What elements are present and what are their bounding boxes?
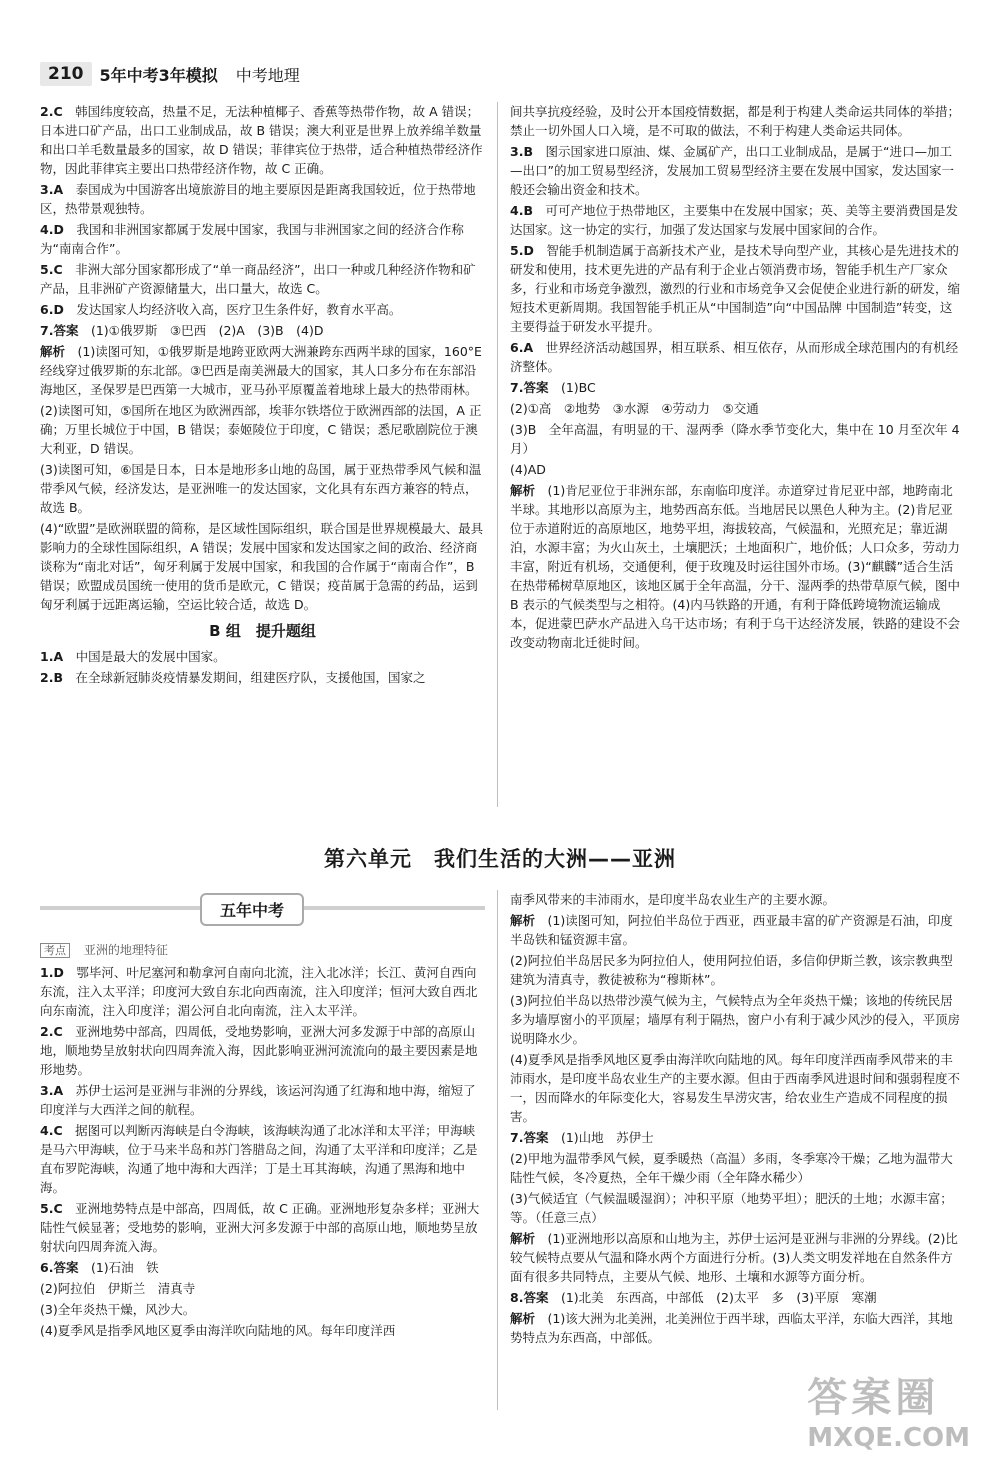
- page-number: 210: [40, 62, 92, 86]
- kaodian-line: [40, 941, 168, 958]
- question-number: 2.B: [40, 670, 63, 685]
- answer-text: 智能手机制造属于高新技术产业，是技术导向型产业，其核心是先进技术的研发和使用，技术更先进的产品有利于企业占领消费市场，智能手机生产厂家众多，行业和市场竞争激烈，激烈的行业和市场竞争又会促使企业进行新的研发，缩短技术更新周期。我国智能手机正从“中国制造”向“中国品牌 中国制造”转变，这主要得益于研发水平提升。: [510, 243, 961, 334]
- answer-item: [510, 241, 960, 336]
- answer-item: [510, 1229, 960, 1286]
- answer-text: (4)“欧盟”是欧洲联盟的简称，是区域性国际组织，联合国是世界规模最大、最具影响力的全球性国际组织，A 错误；发展中国家和发达国家之间的政治、经济商谈称为“南北对话”，匈牙利属于发展中国家，和我国的合作属于“南南合作”，B 错误；欧盟成员国统一使用的货币是欧元，C 错误；疫苗属于急需的药品，运到匈牙利属于远距离运输，空运比较合适，故选 D。: [40, 521, 484, 612]
- answer-item: [40, 519, 485, 614]
- column-divider: [497, 102, 498, 807]
- question-number: 解析: [510, 1231, 536, 1246]
- answer-text: 亚洲地势中部高，四周低，受地势影响，亚洲大河多发源于中部的高原山地，顺地势呈放射状向四周奔流入海，因此影响亚洲河流流向的最主要因素是地形地势。: [40, 1024, 478, 1077]
- group-b-title: B 组 提升题组: [209, 622, 316, 640]
- question-number: 3.B: [510, 144, 533, 159]
- answer-text: (1)肯尼亚位于非洲东部，东南临印度洋。赤道穿过肯尼亚中部，地跨南北半球。其地形以高原为主，地势西高东低。当地居民以黑色人种为主。(2)肯尼亚位于赤道附近的高原地区，地势平坦，海拔较高，气候温和，光照充足；靠近湖泊，水源丰富；为火山灰土，土壤肥沃；土地面积广，地价低；人口众多，劳动力丰富，附近有机场，交通便利，便于玫瑰及时运往国外市场。(3)“麒麟”适合生活在热带稀树草原地区，该地区属于全年高温，分干、湿两季的热带草原气候，图中 B 表示的气候类型与之相符。(4)内马铁路的开通，有利于降低跨境物流运输成本，促进蒙巴萨水产品进入乌干达市场；有利于乌干达经济发展，铁路的建设不会改变动物南北迁徙时间。: [510, 483, 961, 650]
- right-column-bottom: [510, 890, 960, 1349]
- answer-text: (4)夏季风是指季风地区夏季由海洋吹向陆地的风。每年印度洋西南季风带来的丰沛雨水，是印度半岛农业生产的主要水源。但由于西南季风进退时间和强弱程度不一，因而降水的年际变化大，容易发生旱涝灾害，给农业生产造成不同程度的损害。: [510, 1052, 961, 1124]
- answer-item: [40, 668, 485, 687]
- answer-text: (4)夏季风是指季风地区夏季由海洋吹向陆地的风。每年印度洋西: [40, 1323, 396, 1338]
- answer-text: (2)阿拉伯 伊斯兰 清真寺: [40, 1281, 196, 1296]
- answer-item: [510, 1288, 960, 1307]
- question-number: 解析: [510, 913, 536, 928]
- answer-text: (1)读图可知，阿拉伯半岛位于西亚，西亚最丰富的矿产资源是石油，印度半岛铁和锰资源丰富。: [510, 913, 953, 947]
- section-banner: [40, 891, 485, 925]
- answer-item: [40, 1199, 485, 1256]
- answer-text: 鄂毕河、叶尼塞河和勒拿河自南向北流，注入北冰洋；长江、黄河自西向东流，注入太平洋；印度河大致自东北向西南流，注入印度洋；恒河大致自西北向东南流，注入印度洋；湄公河自北向南流，注入太平洋。: [40, 965, 478, 1018]
- answer-item: [510, 890, 960, 909]
- answer-text: (1)石油 铁: [90, 1260, 159, 1275]
- answer-item: [510, 399, 960, 418]
- answer-text: 中国是最大的发展中国家。: [75, 649, 226, 664]
- answer-item: [510, 991, 960, 1048]
- answer-item: [510, 1128, 960, 1147]
- answer-text: (3)全年炎热干燥，风沙大。: [40, 1302, 196, 1317]
- page-header: [40, 62, 300, 86]
- question-number: 5.C: [40, 262, 63, 277]
- answer-text: (2)阿拉伯半岛居民多为阿拉伯人，使用阿拉伯语，多信仰伊斯兰教，该宗教典型建筑为清真寺，教徒被称为“穆斯林”。: [510, 953, 953, 987]
- answer-item: [510, 1050, 960, 1126]
- answer-item: [40, 1121, 485, 1197]
- question-number: 解析: [510, 483, 536, 498]
- answer-text: (1)亚洲地形以高原和山地为主，苏伊士运河是亚洲与非洲的分界线。(2)比较气候特点要从气温和降水两个方面进行分析。(3)人类文明发祥地在自然条件方面有很多共同特点，主要从气候、地形、土壤和水源等方面分析。: [510, 1231, 958, 1284]
- answer-text: 可可产地位于热带地区，主要集中在发展中国家；英、美等主要消费国是发达国家。这一协定的实行，加强了发达国家与发展中国家间的合作。: [510, 203, 958, 237]
- answer-text: 泰国成为中国游客出境旅游目的地主要原因是距离我国较近，位于热带地区，热带景观独特。: [40, 182, 476, 216]
- column-divider-bottom: [497, 890, 498, 1410]
- answer-text: 非洲大部分国家都形成了“单一商品经济”，出口一种或几种经济作物和矿产品，且非洲矿产资源储量大，出口量大，故选 C。: [40, 262, 476, 296]
- question-number: 1.D: [40, 965, 64, 980]
- question-number: 4.C: [40, 1123, 63, 1138]
- answer-item: [510, 338, 960, 376]
- question-number: 6.D: [40, 302, 64, 317]
- answer-item: [510, 1309, 960, 1347]
- answer-text: 世界经济活动越国界，相互联系、相互依存，从而形成全球范围内的有机经济整体。: [510, 340, 959, 374]
- answer-item: [40, 342, 485, 399]
- answer-item: [510, 481, 960, 652]
- unit-title: 第六单元 我们生活的大洲——亚洲: [324, 847, 676, 871]
- subject-title: 中考地理: [235, 65, 300, 85]
- kaodian-topic: 亚洲的地理特征: [83, 943, 168, 957]
- question-number: 5.D: [510, 243, 534, 258]
- question-number: 6.A: [510, 340, 534, 355]
- series-title: 5年中考3年模拟: [99, 65, 218, 85]
- answer-item: [40, 180, 485, 218]
- answer-item: [40, 260, 485, 298]
- question-number: 解析: [40, 344, 66, 359]
- answer-item: [40, 102, 485, 178]
- answer-text: 在全球新冠肺炎疫情暴发期间，组建医疗队，支援他国，国家之: [75, 670, 426, 685]
- question-number: 7.答案: [510, 380, 549, 395]
- answer-item: [510, 420, 960, 458]
- answer-text: 亚洲地势特点是中部高，四周低，故 C 正确。亚洲地形复杂多样；亚洲大陆性气候显著；受地势的影响，亚洲大河多发源于中部的高原山地，顺地势呈放射状向四周奔流入海。: [40, 1201, 480, 1254]
- question-number: 8.答案: [510, 1290, 549, 1305]
- question-number: 1.A: [40, 649, 64, 664]
- watermark-cn: 答案圈: [807, 1375, 940, 1421]
- answer-text: 我国和非洲国家都属于发展中国家，我国与非洲国家之间的经济合作称为“南南合作”。: [40, 222, 464, 256]
- answer-item: [40, 1279, 485, 1298]
- banner-label: 五年中考: [200, 893, 304, 926]
- question-number: 7.答案: [510, 1130, 549, 1145]
- answer-text: (1)该大洲为北美洲，北美洲位于西半球，西临太平洋，东临大西洋，其地势特点为东西高，中部低。: [510, 1311, 953, 1345]
- right-column-top: [510, 102, 960, 654]
- answer-item: [510, 378, 960, 397]
- answer-text: (2)读图可知，⑤国所在地区为欧洲西部，埃菲尔铁塔位于欧洲西部的法国，A 正确；万里长城位于中国，B 错误；泰姬陵位于印度，C 错误；悉尼歌剧院位于澳大利亚，D 错误。: [40, 403, 482, 456]
- kaodian-tag: 考点: [40, 943, 70, 958]
- answer-text: (4)AD: [510, 462, 546, 477]
- answer-text: (1)读图可知，①俄罗斯是地跨亚欧两大洲兼跨东西两半球的国家，160°E 经线穿过俄罗斯的东北部。③巴西是南美洲最大的国家，其人口多分布在东部沿海地区，圣保罗是巴西第一大城市，亚马孙平原覆盖着地球上最大的热带雨林。: [40, 344, 482, 397]
- question-number: 5.C: [40, 1201, 63, 1216]
- answer-item: [510, 911, 960, 949]
- watermark-en: MXQE.COM: [807, 1423, 970, 1453]
- answer-text: (2)①高 ②地势 ③水源 ④劳动力 ⑤交通: [510, 401, 759, 416]
- question-number: 3.A: [40, 1083, 64, 1098]
- answer-item: [510, 142, 960, 199]
- question-number: 7.答案: [40, 323, 79, 338]
- answer-item: [40, 220, 485, 258]
- answer-item: [40, 647, 485, 666]
- answer-text: (3)气候适宜（气候温暖湿润）；冲积平原（地势平坦）；肥沃的土地；水源丰富；等。（任意三点）: [510, 1191, 953, 1225]
- answer-item: [40, 321, 485, 340]
- answer-item: [40, 963, 485, 1020]
- answer-item: [40, 1258, 485, 1277]
- question-number: 2.C: [40, 1024, 63, 1039]
- answer-item: [40, 460, 485, 517]
- answer-text: 发达国家人均经济收入高，医疗卫生条件好，教育水平高。: [76, 302, 402, 317]
- answer-item: [510, 201, 960, 239]
- answer-text: 据图可以判断丙海峡是白令海峡，该海峡沟通了北冰洋和太平洋；甲海峡是马六甲海峡，位于马来半岛和苏门答腊岛之间，沟通了太平洋和印度洋；乙是直布罗陀海峡，沟通了地中海和大西洋；丁是土耳其海峡，沟通了黑海和地中海。: [40, 1123, 478, 1195]
- answer-item: [40, 1022, 485, 1079]
- question-number: 4.B: [510, 203, 533, 218]
- answer-text: 韩国纬度较高，热量不足，无法种植椰子、香蕉等热带作物，故 A 错误；日本进口矿产品，出口工业制成品，故 B 错误；澳大利亚是世界上放养绵羊数量和出口羊毛数量最多的国家，故 D 错误；菲律宾位于热带，适合种植热带经济作物，因此菲律宾主要出口热带经济作物，故 C 正确。: [40, 104, 483, 176]
- answer-text: (1)①俄罗斯 ③巴西 (2)A (3)B (4)D: [90, 323, 324, 338]
- answer-item: [40, 1321, 485, 1340]
- watermark: [807, 1366, 970, 1453]
- answer-item: [510, 1149, 960, 1187]
- answer-text: 间共享抗疫经验，及时公开本国疫情数据，都是利于构建人类命运共同体的举措；禁止一切外国人口入境，是不可取的做法，不利于构建人类命运共同体。: [510, 104, 961, 138]
- question-number: 4.D: [40, 222, 64, 237]
- question-number: 解析: [510, 1311, 536, 1326]
- answer-text: (1)BC: [560, 380, 596, 395]
- answer-text: 南季风带来的丰沛雨水，是印度半岛农业生产的主要水源。: [510, 892, 836, 907]
- left-column-bottom: [40, 963, 485, 1342]
- answer-text: 苏伊士运河是亚洲与非洲的分界线，该运河沟通了红海和地中海，缩短了印度洋与大西洋之间的航程。: [40, 1083, 476, 1117]
- answer-text: (1)山地 苏伊士: [560, 1130, 654, 1145]
- answer-item: [510, 460, 960, 479]
- answer-text: (1)北美 东西高，中部低 (2)太平 多 (3)平原 寒潮: [560, 1290, 877, 1305]
- answer-text: (3)B 全年高温，有明显的干、湿两季（降水季节变化大，集中在 10 月至次年 4 月）: [510, 422, 960, 456]
- answer-item: [510, 951, 960, 989]
- question-number: 3.A: [40, 182, 64, 197]
- answer-text: 图示国家进口原油、煤、金属矿产，出口工业制成品，是属于“进口—加工—出口”的加工贸易型经济，发展加工贸易型经济主要在发展中国家，发达国家一般还会输出资金和技术。: [510, 144, 954, 197]
- question-number: 6.答案: [40, 1260, 79, 1275]
- answer-item: [40, 300, 485, 319]
- answer-item: [510, 102, 960, 140]
- answer-text: (3)读图可知，⑥国是日本，日本是地形多山地的岛国，属于亚热带季风气候和温带季风气候，经济发达，是亚洲唯一的发达国家，文化具有东西方兼容的特点，故选 B。: [40, 462, 482, 515]
- answer-text: (2)甲地为温带季风气候，夏季暖热（高温）多雨，冬季寒冷干燥；乙地为温带大陆性气候，冬冷夏热，全年干燥少雨（全年降水稀少）: [510, 1151, 953, 1185]
- question-number: 2.C: [40, 104, 63, 119]
- answer-item: [40, 1081, 485, 1119]
- answer-text: (3)阿拉伯半岛以热带沙漠气候为主，气候特点为全年炎热干燥；该地的传统民居多为墙厚窗小的平顶屋；墙厚有利于隔热，窗户小有利于减少风沙的侵入，平顶房说明降水少。: [510, 993, 961, 1046]
- answer-item: [510, 1189, 960, 1227]
- answer-item: [40, 401, 485, 458]
- answer-item: [40, 1300, 485, 1319]
- left-column-top: [40, 102, 485, 689]
